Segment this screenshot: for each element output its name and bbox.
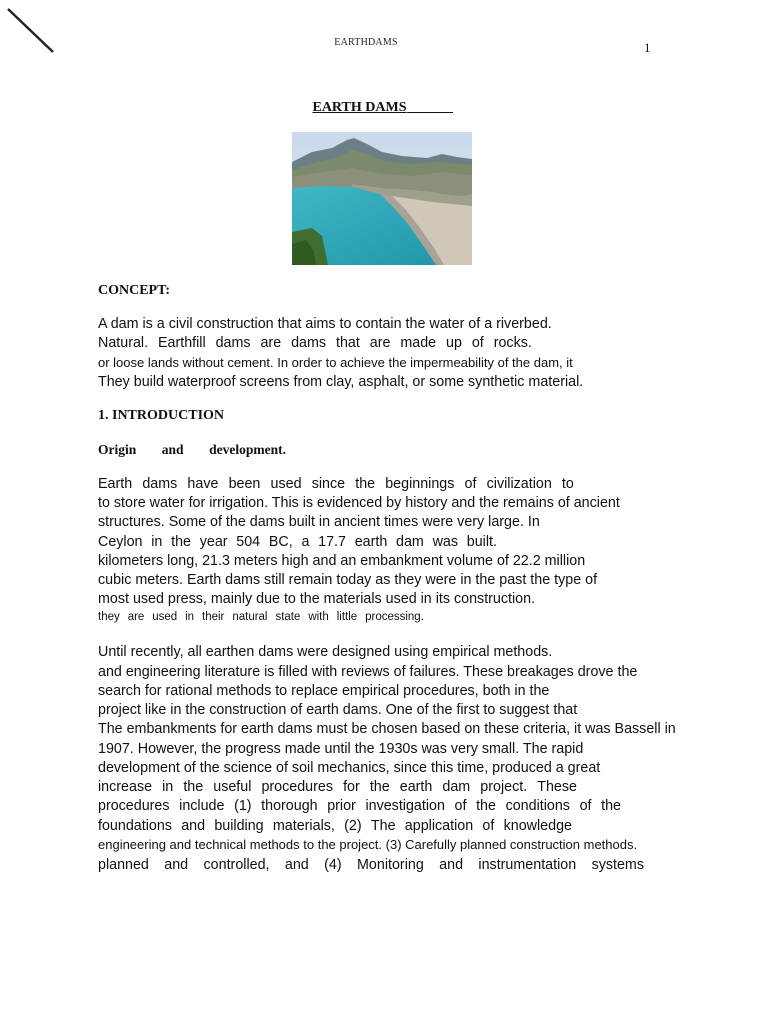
paragraph1-line: most used press, mainly due to the materials used in its construction.: [98, 591, 536, 607]
introduction-heading: 1. INTRODUCTION: [98, 408, 225, 423]
concept-heading: CONCEPT:: [98, 283, 171, 298]
word: up: [446, 335, 462, 351]
diagonal-line-mark: [6, 6, 58, 56]
word: dams: [291, 335, 327, 351]
paragraph1-line: to store water for irrigation. This is evidenced by history and the remains of ancient: [98, 495, 620, 511]
paragraph2-line: project like in the construction of earth dams. One of the first to suggest that: [98, 702, 578, 718]
concept-line: [98, 334, 532, 352]
paragraph2-line: 1907. However, the progress made until the 1930s was very small. The rapid: [98, 741, 584, 757]
paragraph1-line: Ceylon in the year 504 BC, a 17.7 earth dam was built.: [98, 534, 497, 550]
word: are: [369, 335, 391, 351]
paragraph2-line: planned and controlled, and (4) Monitoring and instrumentation systems: [98, 857, 644, 873]
page-number: 1: [644, 40, 651, 55]
paragraph2-line: and engineering literature is filled with reviews of failures. These breakages drove the: [98, 664, 638, 680]
paragraph2-line: procedures include (1) thorough prior investigation of the conditions of the: [98, 798, 621, 814]
paragraph2-line: engineering and technical methods to the project. (3) Carefully planned construction methods.: [98, 837, 638, 852]
subheading-word: Origin: [98, 442, 137, 457]
subheading-word: and: [161, 442, 184, 457]
word: Natural.: [98, 335, 149, 351]
concept-line: or loose lands without cement. In order to achieve the impermeability of the dam, it: [98, 355, 573, 370]
word: Earthfill: [157, 335, 206, 351]
document-title: [0, 98, 765, 116]
word: that: [335, 335, 360, 351]
document-title-text: EARTH DAMS: [312, 100, 407, 115]
paragraph2-line: foundations and building materials, (2) The application of knowledge: [98, 818, 572, 834]
paragraph2-line: Until recently, all earthen dams were designed using empirical methods.: [98, 644, 553, 660]
paragraph2-line: increase in the useful procedures for the earth dam project. These: [98, 779, 577, 795]
paragraph1-line: kilometers long, 21.3 meters high and an embankment volume of 22.2 million: [98, 553, 586, 569]
title-underline: [407, 98, 453, 113]
paragraph2-line: The embankments for earth dams must be chosen based on these criteria, it was Bassell in: [98, 721, 676, 737]
dam-reservoir-photo: [292, 132, 472, 265]
word: are: [260, 335, 282, 351]
word: rocks.: [493, 335, 532, 351]
paragraph1-line: structures. Some of the dams built in ancient times were very large. In: [98, 514, 540, 530]
subheading-word: development.: [209, 442, 286, 457]
concept-line: A dam is a civil construction that aims to contain the water of a riverbed.: [98, 316, 552, 332]
paragraph1-line: Earth dams have been used since the beginnings of civilization to: [98, 476, 574, 492]
word: made: [400, 335, 437, 351]
paragraph2-line: search for rational methods to replace empirical procedures, both in the: [98, 683, 550, 699]
paragraph1-line: cubic meters. Earth dams still remain today as they were in the past the type of: [98, 572, 598, 588]
word: dams: [215, 335, 251, 351]
paragraph1-line: they are used in their natural state with little processing.: [98, 611, 424, 623]
running-header: EARTHDAMS: [334, 37, 398, 48]
paragraph2-line: development of the science of soil mechanics, since this time, produced a great: [98, 760, 601, 776]
concept-line: They build waterproof screens from clay, asphalt, or some synthetic material.: [98, 374, 584, 390]
word: of: [471, 335, 484, 351]
origin-subheading: [98, 442, 286, 458]
